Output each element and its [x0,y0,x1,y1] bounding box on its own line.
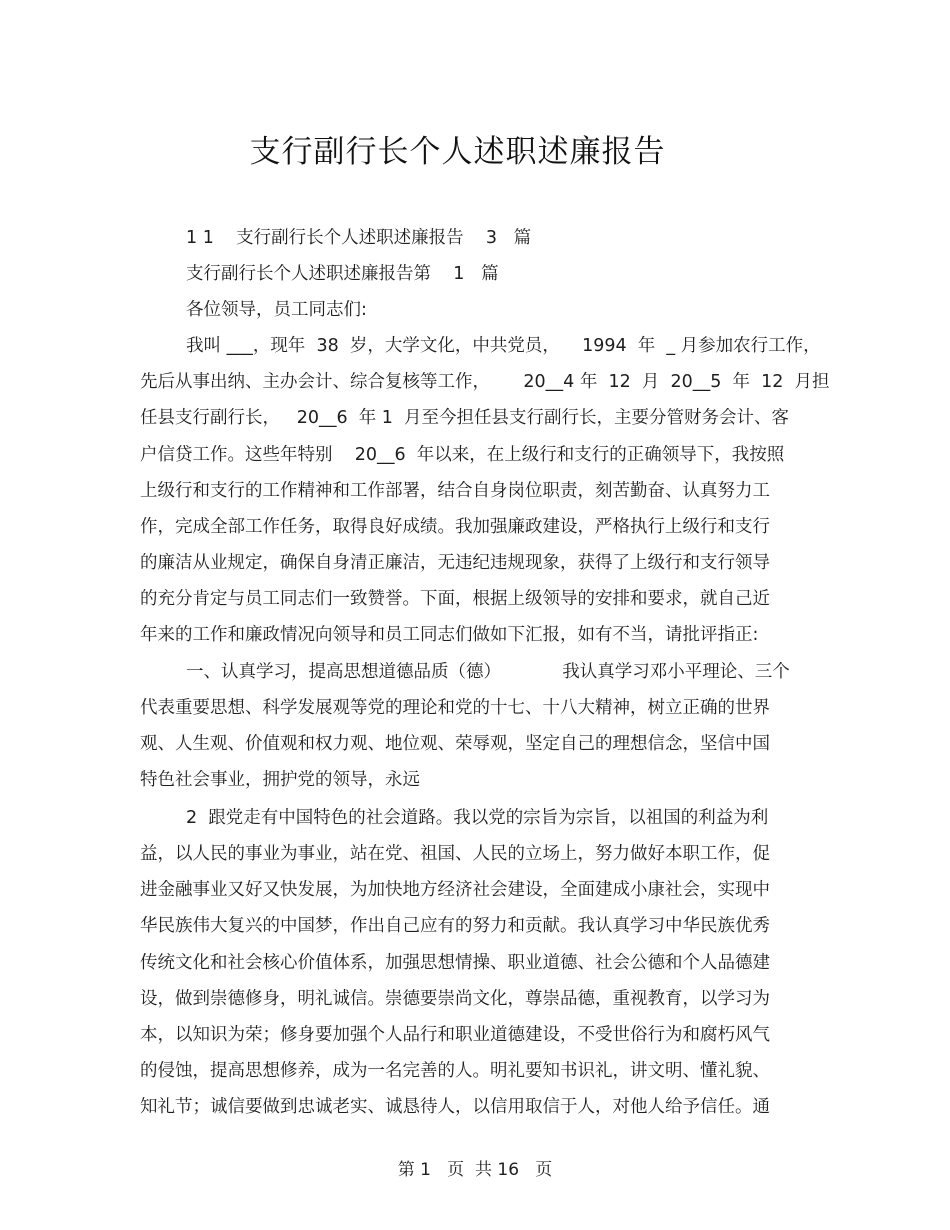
text-line: 代表重要思想、科学发展观等党的理论和党的十七、十八大精神，树立正确的世界 [140,698,770,718]
text-line: 作，完成全部工作任务，取得良好成绩。我加强廉政建设，严格执行上级行和支行 [140,517,770,537]
text-line: 进金融事业又好又快发展，为加快地方经济社会建设，全面建成小康社会，实现中 [140,880,770,900]
text-line: 2 跟党走有中国特色的社会道路。我以党的宗旨为宗旨，以祖国的利益为利 [186,808,769,828]
text-line: 传统文化和社会核心价值体系，加强思想情操、职业道德、社会公德和个人品德建 [140,953,770,973]
page-number-footer: 第 1 页 共 16 页 [397,1160,553,1180]
text-line: 一、认真学习，提高思想道德品质（德） 我认真学习邓小平理论、三个 [186,662,790,682]
text-line: 我叫 ___，现年 38 岁，大学文化，中共党员， 1994 年 _ 月参加农行工作， [186,336,821,356]
text-line: 华民族伟大复兴的中国梦，作出自己应有的努力和贡献。我认真学习中华民族优秀 [140,916,770,936]
text-line: 各位领导，员工同志们: [186,300,367,320]
text-line: 上级行和支行的工作精神和工作部署，结合自身岗位职责，刻苦勤奋、认真努力工 [140,481,770,501]
text-line: 设，做到崇德修身，明礼诚信。崇德要崇尚文化，尊崇品德，重视教育，以学习为 [140,989,770,1009]
text-line: 年来的工作和廉政情况向领导和员工同志们做如下汇报，如有不当，请批评指正: [140,625,759,645]
text-line: 知礼节；诚信要做到忠诚老实、诚恳待人，以信用取信于人，对他人给予信任。通 [140,1097,770,1117]
text-line: 先后从事出纳、主办会计、综合复核等工作， 20__4 年 12 月 20__5 年 12 月担 [140,372,830,392]
text-line: 支行副行长个人述职述廉报告第 1 篇 [186,264,499,284]
text-line: 特色社会事业，拥护党的领导，永远 [140,770,420,790]
text-line: 益，以人民的事业为事业，站在党、祖国、人民的立场上，努力做好本职工作，促 [140,844,770,864]
text-line: 本，以知识为荣；修身要加强个人品行和职业道德建设，不受世俗行为和腐朽风气 [140,1025,770,1045]
document-title: 支行副行长个人述职述廉报告 [249,134,666,170]
text-line: 户信贷工作。这些年特别 20__6 年以来，在上级行和支行的正确领导下，我按照 [140,445,785,465]
text-line: 任县支行副行长， 20__6 年 1 月至今担任县支行副行长，主要分管财务会计、客 [140,408,790,428]
text-line: 的充分肯定与员工同志们一致赞誉。下面，根据上级领导的安排和要求，就自己近 [140,589,770,609]
text-line: 观、人生观、价值观和权力观、地位观、荣辱观，坚定自己的理想信念，坚信中国 [140,734,770,754]
text-line: 的廉洁从业规定，确保自身清正廉洁，无违纪违规现象，获得了上级行和支行领导 [140,553,770,573]
text-line: 的侵蚀，提高思想修养，成为一名完善的人。明礼要知书识礼，讲文明、懂礼貌、 [140,1061,770,1081]
text-line: 1 1 支行副行长个人述职述廉报告 3 篇 [186,228,532,248]
